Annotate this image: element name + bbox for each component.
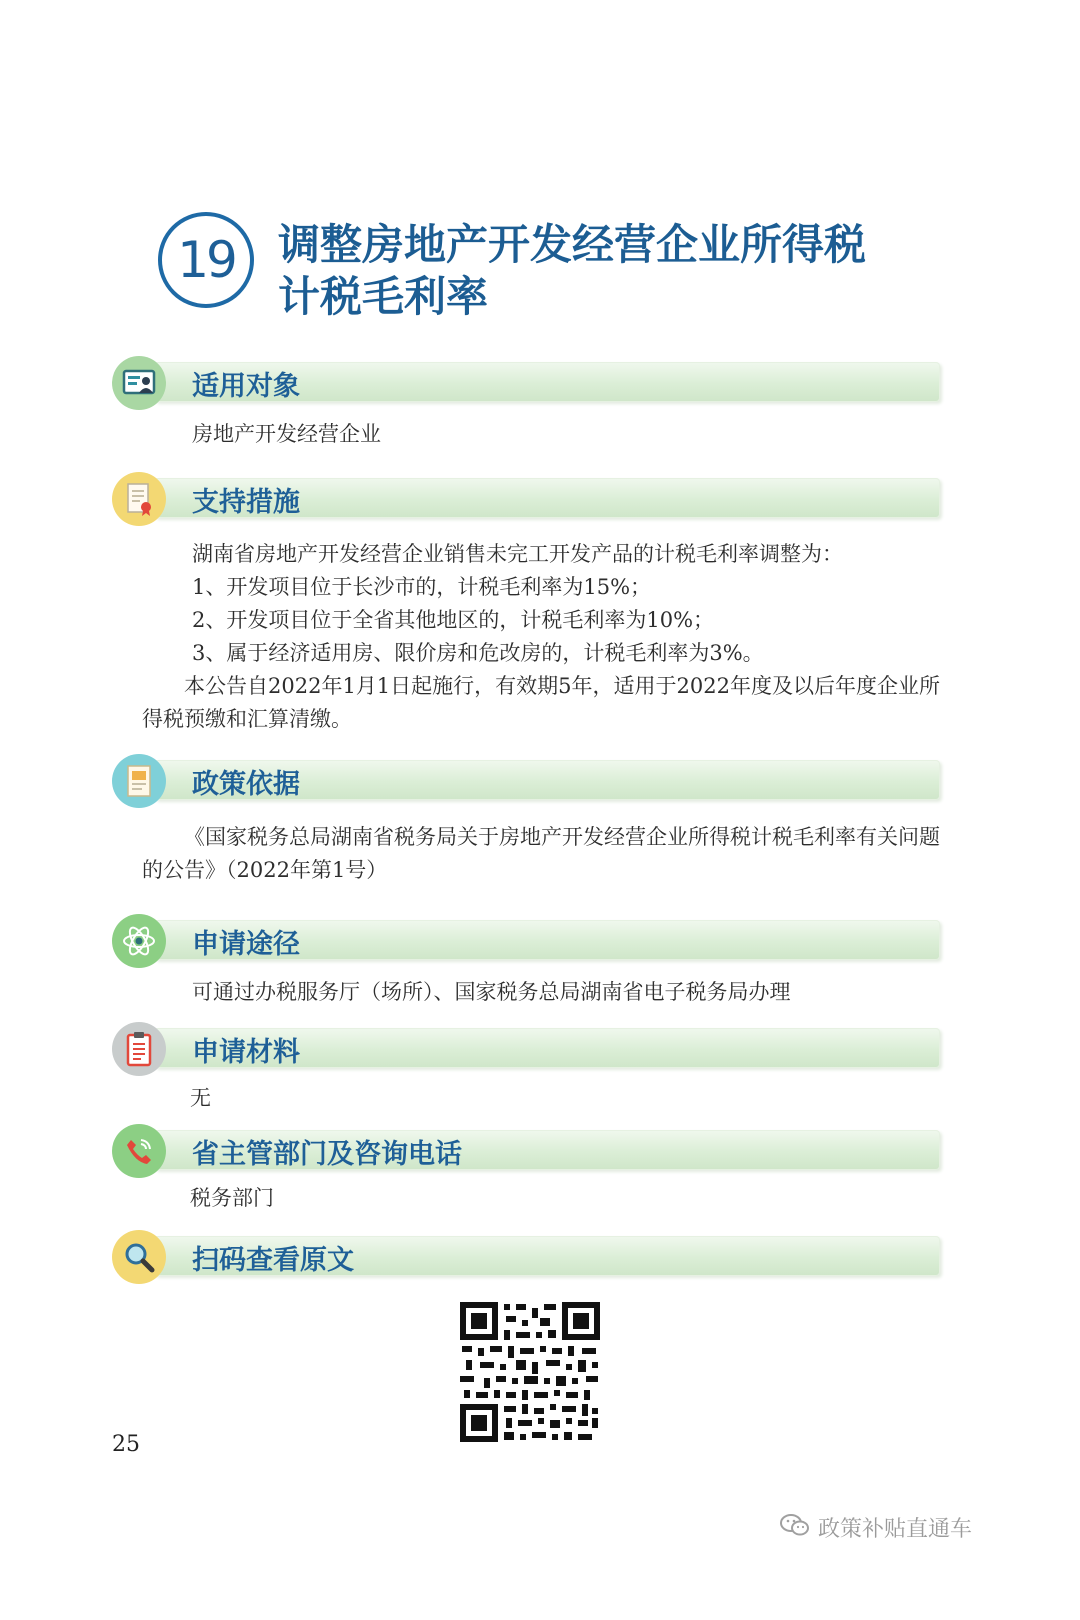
- measures-line-intro: 湖南省房地产开发经营企业销售未完工开发产品的计税毛利率调整为：: [192, 542, 843, 566]
- measures-line-3: 3、属于经济适用房、限价房和危改房的，计税毛利率为3%。: [192, 641, 764, 665]
- section-header-measures: [112, 472, 942, 528]
- materials-text: 无: [190, 1086, 211, 1110]
- page-title-line-1: 调整房地产开发经营企业所得税: [278, 220, 867, 269]
- basis-text: 《国家税务总局湖南省税务局关于房地产开发经营企业所得税计税毛利率有关问题的公告》（2022年第1号）: [142, 825, 940, 882]
- section-header-department: [112, 1124, 942, 1180]
- section-label: 适用对象: [192, 371, 300, 402]
- section-header-materials: [112, 1022, 942, 1078]
- qr-code[interactable]: [460, 1302, 600, 1442]
- section-header-target: [112, 356, 942, 412]
- section-label: 扫码查看原文: [192, 1245, 354, 1276]
- section-label: 省主管部门及咨询电话: [192, 1139, 462, 1170]
- measures-line-1: 1、开发项目位于长沙市的，计税毛利率为15%；: [192, 575, 652, 599]
- source-watermark: [780, 1512, 972, 1543]
- section-label: 申请材料: [192, 1037, 300, 1068]
- clipboard-icon: [112, 1022, 166, 1076]
- qr-code-graphic: [460, 1302, 600, 1442]
- magnifier-icon: [112, 1230, 166, 1284]
- section-label: 支持措施: [192, 487, 300, 518]
- department-text: 税务部门: [190, 1186, 274, 1210]
- section-label: 政策依据: [192, 769, 300, 800]
- section-header-scan: [112, 1230, 942, 1286]
- page-number: 25: [112, 1432, 140, 1457]
- watermark-text: 政策补贴直通车: [818, 1517, 973, 1542]
- certificate-icon: [112, 754, 166, 808]
- measures-line-2: 2、开发项目位于全省其他地区的，计税毛利率为10%；: [192, 608, 715, 632]
- page-title-line-2: 计税毛利率: [278, 272, 489, 321]
- measures-effective-date: 本公告自2022年1月1日起施行，有效期5年，适用于2022年度及以后年度企业所得税预缴和汇算清缴。: [142, 674, 940, 731]
- atom-icon: [112, 914, 166, 968]
- section-header-channel: [112, 914, 942, 970]
- phone-icon: [112, 1124, 166, 1178]
- document-seal-icon: [112, 472, 166, 526]
- document-header: [158, 212, 918, 322]
- id-card-icon: [112, 356, 166, 410]
- target-text: 房地产开发经营企业: [192, 422, 381, 446]
- section-header-basis: [112, 754, 942, 810]
- item-number-badge: 19: [158, 212, 254, 308]
- section-label: 申请途径: [192, 929, 300, 960]
- channel-text: 可通过办税服务厅（场所）、国家税务总局湖南省电子税务局办理: [192, 980, 791, 1004]
- wechat-icon: [780, 1513, 810, 1543]
